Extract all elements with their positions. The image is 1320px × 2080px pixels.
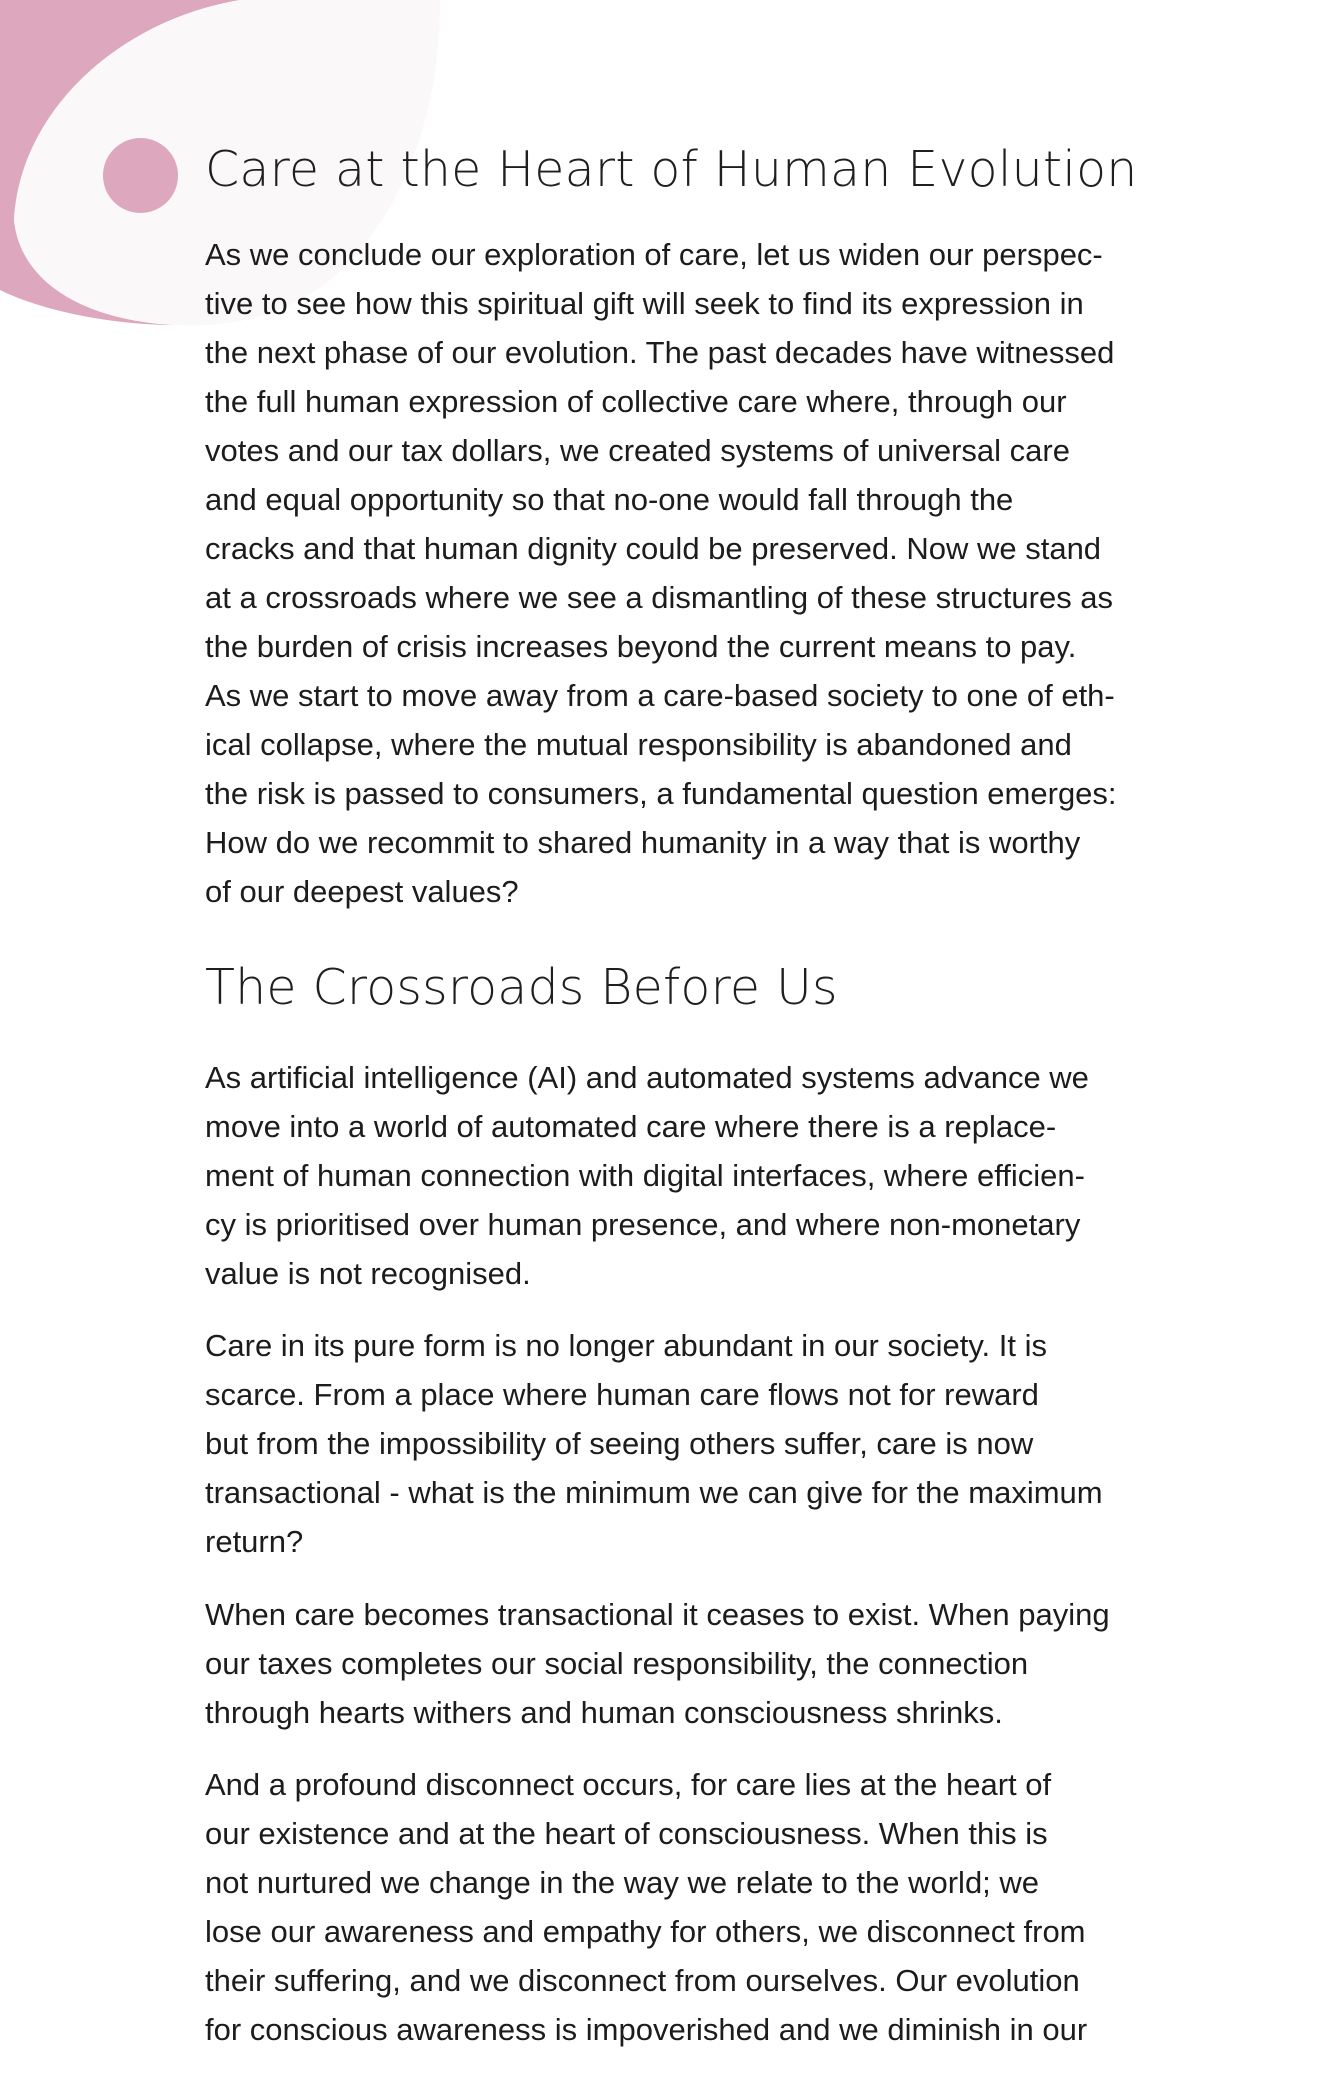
- text-line: transactional - what is the minimum we can give for the maximum: [205, 1475, 1103, 1510]
- text-line: When care becomes transactional it ceases to exist. When paying: [205, 1597, 1110, 1632]
- text-line: And a profound disconnect occurs, for care lies at the heart of: [205, 1767, 1052, 1802]
- text-line: not nurtured we change in the way we relate to the world; we: [205, 1865, 1040, 1900]
- section-heading-crossroads: The Crossroads Before Us: [205, 959, 838, 1016]
- text-line: for conscious awareness is impoverished and we diminish in our: [205, 2012, 1088, 2047]
- ai-paragraph: [205, 1053, 1089, 1298]
- text-line: our existence and at the heart of consciousness. When this is: [205, 1816, 1048, 1851]
- text-line: move into a world of automated care where there is a replace-: [205, 1109, 1057, 1144]
- text-line: cracks and that human dignity could be preserved. Now we stand: [205, 531, 1102, 566]
- text-line: value is not recognised.: [205, 1256, 531, 1291]
- scarcity-paragraph: [205, 1321, 1103, 1566]
- text-line: cy is prioritised over human presence, and where non-monetary: [205, 1207, 1081, 1242]
- text-line: As artificial intelligence (AI) and automated systems advance we: [205, 1060, 1089, 1095]
- text-line: How do we recommit to shared humanity in a way that is worthy: [205, 825, 1081, 860]
- text-line: scarce. From a place where human care flows not for reward: [205, 1377, 1039, 1412]
- transactional-paragraph: [205, 1590, 1110, 1737]
- section-heading-care-evolution: Care at the Heart of Human Evolution: [205, 141, 1138, 198]
- text-line: ment of human connection with digital interfaces, where efficien-: [205, 1158, 1085, 1193]
- text-line: tive to see how this spiritual gift will seek to find its expression in: [205, 286, 1084, 321]
- intro-paragraph: [205, 230, 1117, 916]
- text-line: As we start to move away from a care-based society to one of eth-: [205, 678, 1115, 713]
- text-line: through hearts withers and human consciousness shrinks.: [205, 1695, 1003, 1730]
- text-line: return?: [205, 1524, 304, 1559]
- text-line: As we conclude our exploration of care, let us widen our perspec-: [205, 237, 1103, 272]
- text-line: the full human expression of collective care where, through our: [205, 384, 1067, 419]
- text-line: our taxes completes our social responsibility, the connection: [205, 1646, 1029, 1681]
- text-line: the next phase of our evolution. The past decades have witnessed: [205, 335, 1115, 370]
- text-line: their suffering, and we disconnect from ourselves. Our evolution: [205, 1963, 1080, 1998]
- text-line: and equal opportunity so that no-one would fall through the: [205, 482, 1014, 517]
- disconnect-paragraph: [205, 1760, 1087, 2054]
- text-line: votes and our tax dollars, we created systems of universal care: [205, 433, 1070, 468]
- text-line: at a crossroads where we see a dismantling of these structures as: [205, 580, 1114, 615]
- text-line: the burden of crisis increases beyond the current means to pay.: [205, 629, 1077, 664]
- text-line: Care in its pure form is no longer abundant in our society. It is: [205, 1328, 1048, 1363]
- text-line: of our deepest values?: [205, 874, 519, 909]
- section-bullet-dot: [103, 138, 178, 213]
- text-line: ical collapse, where the mutual responsibility is abandoned and: [205, 727, 1072, 762]
- text-line: the risk is passed to consumers, a fundamental question emerges:: [205, 776, 1117, 811]
- text-line: lose our awareness and empathy for others, we disconnect from: [205, 1914, 1086, 1949]
- text-line: but from the impossibility of seeing others suffer, care is now: [205, 1426, 1034, 1461]
